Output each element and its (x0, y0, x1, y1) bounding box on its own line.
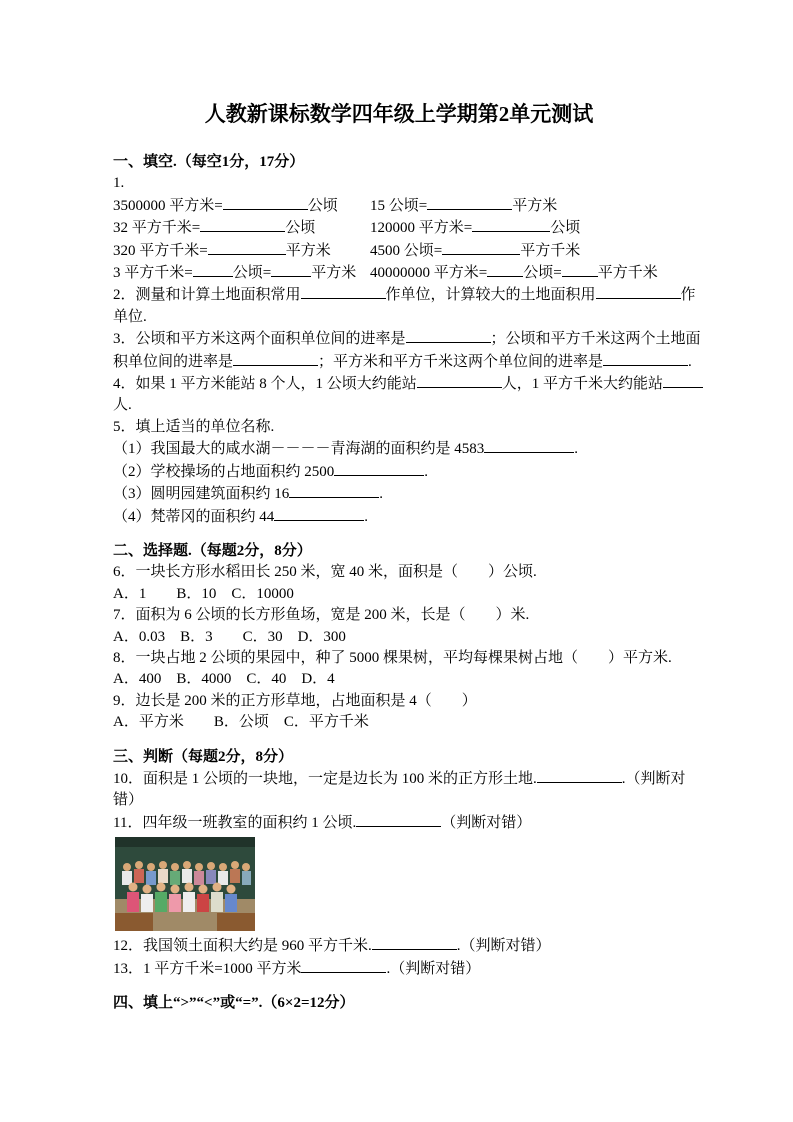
text-run: 平方千米 (597, 265, 658, 282)
text-run: 积单位间的进率是 (113, 353, 234, 370)
text-run: （3）圆明园建筑面积约 16 (113, 486, 290, 503)
answer-blank (301, 958, 386, 973)
text-run: 8．一块占地 2 公顷的果园中，种了 5000 棵果树，平均每棵果树占地（ ）平方米. (113, 649, 672, 666)
text-run: A．平方米 B．公顷 C．平方千米 (113, 714, 369, 731)
classroom-photo-image (115, 837, 255, 931)
answer-blank (596, 284, 681, 299)
text-run: A．400 B．4000 C．40 D．4 (113, 671, 335, 688)
text-run: 错） (113, 792, 144, 809)
right-column (370, 240, 580, 262)
document-line (113, 438, 685, 460)
text-run: 公顷 (550, 220, 581, 237)
text-run: 1. (113, 175, 125, 192)
document-line (113, 307, 685, 328)
document-line (113, 712, 685, 733)
text-run: .（判断对 (621, 770, 686, 787)
document-line (113, 790, 685, 811)
text-run: 3 平方千米= (113, 265, 193, 282)
text-run: 9．边长是 200 米的正方形草地，占地面积是 4（ ） (113, 692, 477, 709)
text-run: 作单位，计算较大的土地面积用 (385, 287, 596, 304)
section-heading (113, 152, 685, 173)
answer-blank (274, 506, 364, 521)
text-run: 120000 平方米= (370, 220, 473, 237)
text-run: 作 (680, 287, 696, 304)
text-run: 6．一块长方形水稻田长 250 米，宽 40 米，面积是（ ）公顷. (113, 564, 537, 581)
text-run: A．0.03 B．3 C．30 D．300 (113, 628, 346, 645)
text-run: . (574, 441, 579, 458)
text-run: 2．测量和计算土地面积常用 (113, 287, 301, 304)
text-run: 二、选择题.（每题2分，8分） (113, 542, 312, 559)
text-run: 平方米 (512, 197, 558, 214)
document-line (113, 605, 685, 626)
answer-blank (603, 351, 688, 366)
text-run: 公顷 (307, 197, 338, 214)
text-run: （2）学校操场的占地面积约 2500 (113, 463, 335, 480)
text-run: （1）我国最大的咸水湖－－－－青海湖的面积约是 4583 (113, 441, 485, 458)
document-line (113, 768, 685, 790)
text-run: .（判断对错） (456, 938, 551, 955)
text-run: . (364, 508, 369, 525)
text-run: . (424, 463, 429, 480)
text-run: 单位. (113, 308, 147, 325)
answer-blank (442, 240, 520, 255)
text-run: 4．如果 1 平方米能站 8 个人，1 公顷大约能站 (113, 376, 417, 393)
document-line (113, 562, 685, 583)
document-line (113, 648, 685, 669)
document-line (113, 935, 685, 957)
document-body (113, 100, 701, 1014)
text-run: ；平方米和平方千米这两个单位间的进率是 (318, 353, 604, 370)
answer-blank (289, 483, 379, 498)
answer-blank (472, 217, 550, 232)
document-lines (113, 152, 701, 1014)
section-heading (113, 747, 685, 768)
text-run: 平方千米 (520, 242, 581, 259)
document-line (113, 217, 685, 239)
answer-blank (233, 351, 318, 366)
text-run: . (688, 353, 692, 370)
text-run: 7．面积为 6 公顷的长方形鱼场，宽是 200 米，长是（ ）米. (113, 607, 530, 624)
text-run: 5．填上适当的单位名称. (113, 418, 275, 435)
answer-blank (372, 935, 457, 950)
document-line (113, 958, 685, 980)
document-line (113, 483, 685, 505)
text-run: 人. (113, 397, 132, 414)
text-run: 320 平方千米= (113, 242, 208, 259)
text-run: .（判断对错） (386, 960, 481, 977)
text-run: 三、判断（每题2分，8分） (113, 748, 294, 765)
text-run: 公顷= (232, 265, 272, 282)
document-line (113, 328, 701, 350)
answer-blank (484, 438, 574, 453)
answer-blank (193, 262, 233, 277)
text-run: 15 公顷= (370, 197, 428, 214)
right-column (370, 217, 580, 239)
text-run: 平方米 (285, 242, 331, 259)
section-heading (113, 541, 685, 562)
text-run: 12．我国领土面积大约是 960 平方千米. (113, 938, 372, 955)
page-title: 人教新课标数学四年级上学期第2单元测试 (204, 102, 594, 126)
document-line (113, 417, 685, 438)
left-column (113, 217, 370, 239)
text-run: 4500 公顷= (370, 242, 443, 259)
left-column (113, 262, 370, 284)
text-run: 3．公顷和平方米这两个面积单位间的进率是 (113, 331, 406, 348)
text-run: （4）梵蒂冈的面积约 44 (113, 508, 275, 525)
text-run: 32 平方千米= (113, 220, 201, 237)
answer-blank (271, 262, 311, 277)
answer-blank (663, 373, 703, 388)
answer-blank (208, 240, 286, 255)
answer-blank (417, 373, 502, 388)
document-line (113, 284, 696, 306)
document-line (113, 812, 685, 834)
answer-blank (334, 461, 424, 476)
right-column (370, 195, 557, 217)
document-line (113, 351, 692, 373)
text-run: 四、填上“>”“<”或“=”.（6×2=12分） (113, 995, 355, 1011)
document-line (113, 395, 685, 416)
document-line (113, 584, 685, 605)
answer-blank (487, 262, 523, 277)
document-line (113, 461, 685, 483)
answer-blank (537, 768, 622, 783)
text-run: 公顷 (285, 220, 316, 237)
text-run: 公顷= (523, 265, 562, 282)
text-run: 人，1 平方千米大约能站 (501, 376, 664, 393)
document-line (113, 627, 685, 648)
document-line (113, 691, 685, 712)
text-run: 3500000 平方米= (113, 197, 223, 214)
right-column (370, 262, 658, 284)
document-line (113, 240, 685, 262)
answer-blank (356, 812, 441, 827)
document-line (113, 262, 685, 284)
text-run: （判断对错） (441, 814, 532, 831)
text-run: ；公顷和平方千米这两个土地面 (490, 331, 701, 348)
text-run: 10．面积是 1 公顷的一块地，一定是边长为 100 米的正方形土地. (113, 770, 537, 787)
document-line (113, 373, 685, 395)
document-line (113, 173, 685, 194)
text-run: 11．四年级一班教室的面积约 1 公顷. (113, 814, 357, 831)
answer-blank (427, 195, 512, 210)
section-heading (113, 993, 685, 1014)
answer-blank (200, 217, 285, 232)
text-run: 13．1 平方千米=1000 平方米 (113, 960, 302, 977)
text-run: 平方米 (311, 265, 357, 282)
document-line (113, 195, 685, 217)
text-run: . (379, 486, 384, 503)
text-run: A．1 B．10 C．10000 (113, 585, 294, 602)
document-line (113, 669, 685, 690)
classroom-photo (115, 837, 255, 931)
answer-blank (406, 328, 491, 343)
left-column (113, 240, 370, 262)
left-column (113, 195, 370, 217)
answer-blank (562, 262, 598, 277)
text-run: 一、填空.（每空1分，17分） (113, 154, 305, 170)
text-run: 40000000 平方米= (370, 265, 488, 282)
document-line (113, 506, 685, 528)
answer-blank (223, 195, 308, 210)
answer-blank (301, 284, 386, 299)
